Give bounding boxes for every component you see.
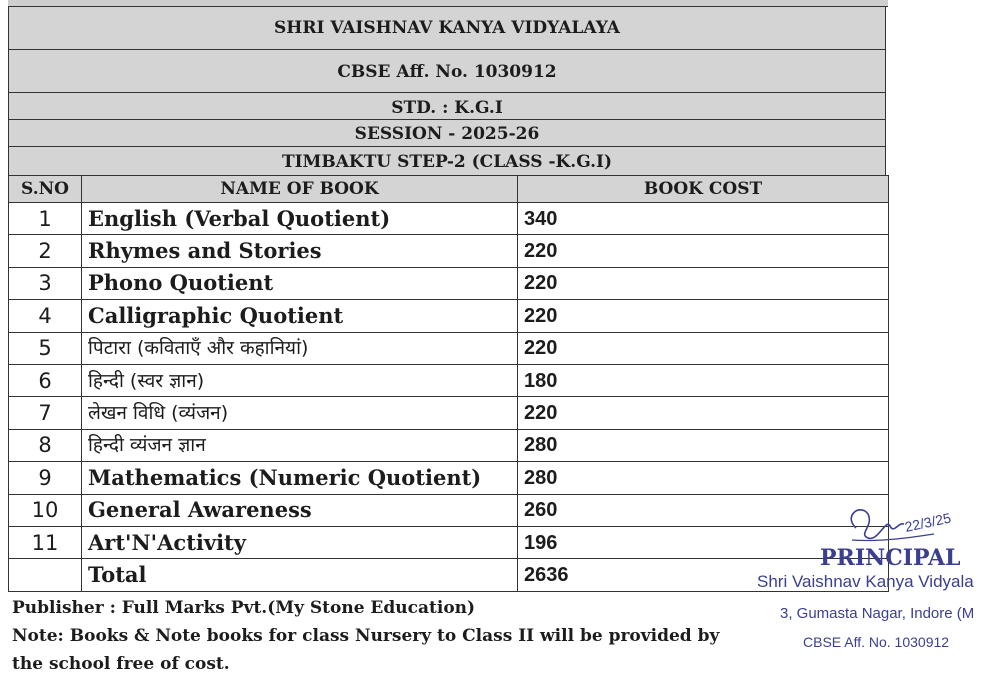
row-book-cost: 340 — [518, 203, 889, 235]
table-row — [9, 332, 889, 364]
total-value: 2636 — [518, 559, 889, 591]
session-line — [8, 119, 886, 147]
row-book-cost: 220 — [518, 300, 889, 332]
table-row — [9, 364, 889, 396]
table-row — [9, 462, 889, 494]
row-sno: 8 — [9, 429, 82, 461]
row-sno: 1 — [9, 203, 82, 235]
note-line-1: Note: Books & Note books for class Nursery to Class II will be provided by — [12, 626, 720, 646]
row-sno: 5 — [9, 332, 82, 364]
row-book-cost: 220 — [518, 267, 889, 299]
school-name — [8, 6, 886, 50]
row-book-cost: 220 — [518, 235, 889, 267]
row-sno: 4 — [9, 300, 82, 332]
col-cost-header: BOOK COST — [518, 176, 889, 203]
table-row — [9, 494, 889, 526]
row-book-name: English (Verbal Quotient) — [82, 203, 518, 235]
table-row — [9, 267, 889, 299]
table-row — [9, 235, 889, 267]
table-row — [9, 300, 889, 332]
publisher-line: Publisher : Full Marks Pvt.(My Stone Education) — [12, 598, 476, 618]
row-book-cost: 220 — [518, 397, 889, 429]
row-book-name: Rhymes and Stories — [82, 235, 518, 267]
row-sno: 7 — [9, 397, 82, 429]
row-book-cost: 280 — [518, 429, 889, 461]
row-sno: 2 — [9, 235, 82, 267]
row-sno: 10 — [9, 494, 82, 526]
session-text: SESSION - 2025-26 — [354, 124, 540, 144]
signature-mark — [838, 498, 968, 548]
stamp-title: PRINCIPAL — [820, 545, 961, 571]
row-book-name: General Awareness — [82, 494, 518, 526]
row-book-cost: 196 — [518, 526, 889, 558]
row-sno: 3 — [9, 267, 82, 299]
affiliation — [8, 49, 886, 93]
row-book-name: Mathematics (Numeric Quotient) — [82, 462, 518, 494]
row-book-cost: 220 — [518, 332, 889, 364]
row-book-cost: 280 — [518, 462, 889, 494]
std-text: STD. : K.G.I — [391, 98, 503, 118]
signature-date: 22/3/25 — [903, 509, 953, 535]
school-name-text: SHRI VAISHNAV KANYA VIDYALAYA — [274, 18, 620, 38]
stamp-line-3: CBSE Aff. No. 1030912 — [803, 634, 950, 650]
row-sno: 6 — [9, 364, 82, 396]
table-row — [9, 397, 889, 429]
table-header-row — [9, 176, 889, 203]
row-book-cost: 260 — [518, 494, 889, 526]
note-line-2: the school free of cost. — [12, 654, 230, 674]
row-book-name: लेखन विधि (व्यंजन) — [82, 397, 518, 429]
col-sno-header: S.NO — [9, 176, 82, 203]
row-book-name: Art'N'Activity — [82, 526, 518, 558]
col-name-header: NAME OF BOOK — [82, 176, 518, 203]
book-table — [8, 175, 889, 592]
table-row — [9, 526, 889, 558]
stamp-line-1: Shri Vaishnav Kanya Vidyala — [757, 572, 974, 591]
stamp-line-2: 3, Gumasta Nagar, Indore (M — [780, 605, 975, 622]
affiliation-text: CBSE Aff. No. 1030912 — [337, 62, 557, 82]
row-book-name: हिन्दी (स्वर ज्ञान) — [82, 364, 518, 396]
table-row — [9, 203, 889, 235]
row-book-name: हिन्दी व्यंजन ज्ञान — [82, 429, 518, 461]
row-sno: 9 — [9, 462, 82, 494]
total-label: Total — [82, 559, 518, 591]
row-book-name: पिटारा (कविताएँ और कहानियां) — [82, 332, 518, 364]
std-line — [8, 92, 886, 120]
row-book-name: Calligraphic Quotient — [82, 300, 518, 332]
series-line — [8, 146, 886, 176]
total-sno-blank — [9, 559, 82, 591]
row-book-cost: 180 — [518, 364, 889, 396]
row-sno: 11 — [9, 526, 82, 558]
table-row — [9, 429, 889, 461]
row-book-name: Phono Quotient — [82, 267, 518, 299]
series-text: TIMBAKTU STEP-2 (CLASS -K.G.I) — [281, 152, 613, 172]
